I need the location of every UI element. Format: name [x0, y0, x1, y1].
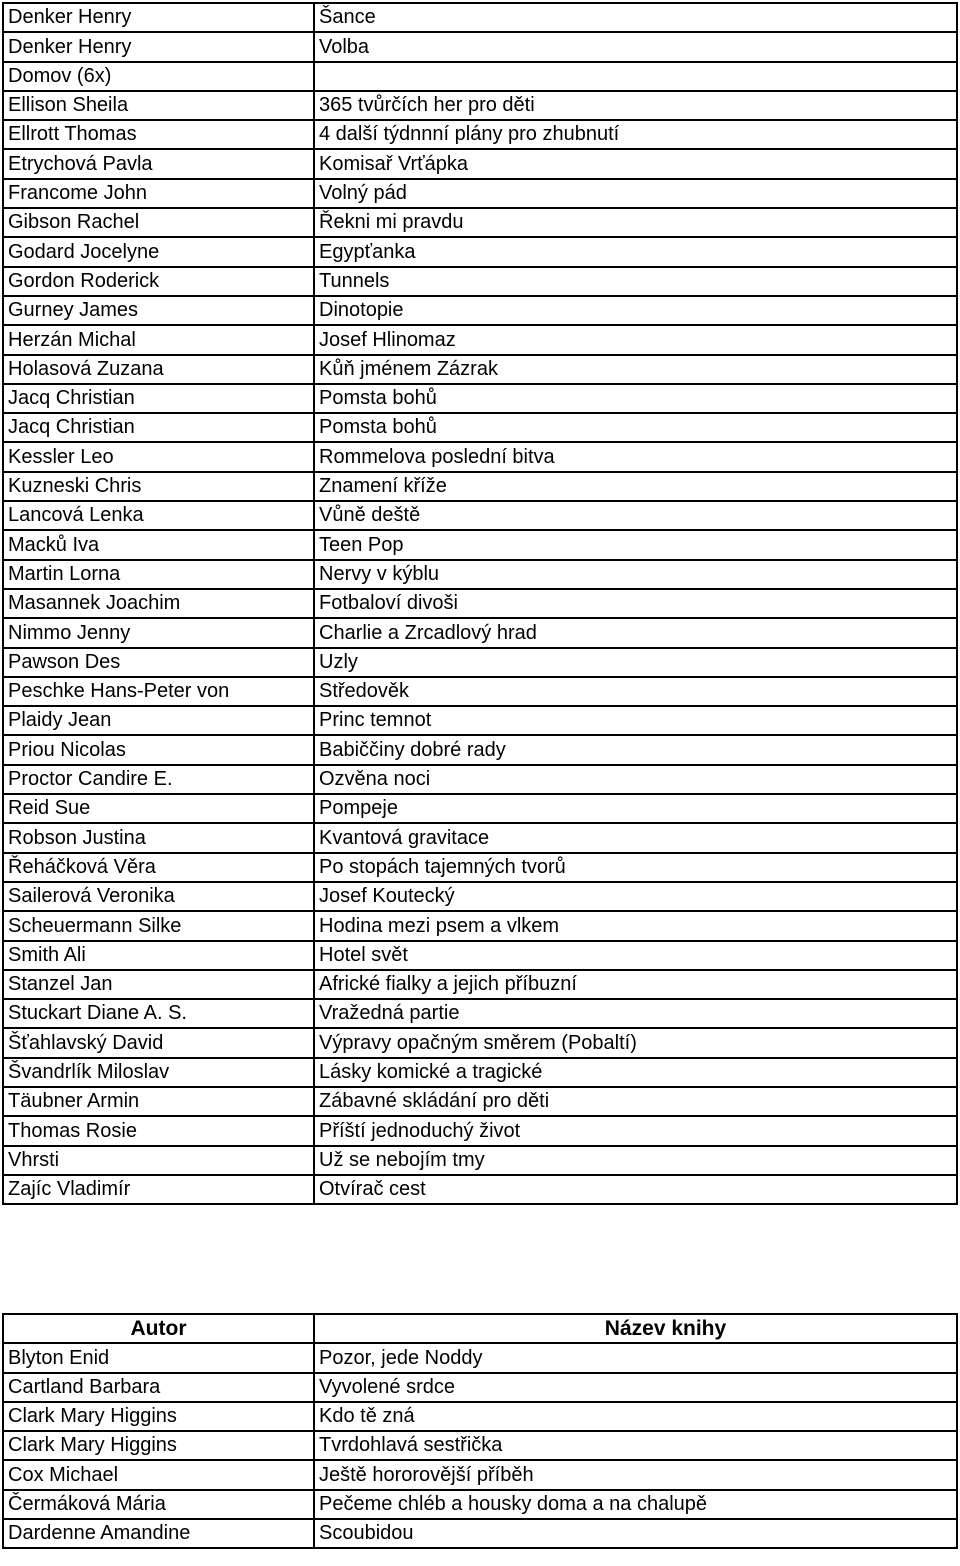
author-cell: Šťahlavský David: [3, 1028, 314, 1057]
title-cell: Charlie a Zrcadlový hrad: [314, 618, 957, 647]
title-cell: Pečeme chléb a housky doma a na chalupě: [314, 1490, 957, 1519]
book-table-1: [2, 2, 958, 1205]
table-row: [3, 296, 957, 325]
table-row: [3, 882, 957, 911]
title-cell: Pozor, jede Noddy: [314, 1343, 957, 1372]
table-row: [3, 120, 957, 149]
author-cell: Stuckart Diane A. S.: [3, 999, 314, 1028]
table-row: [3, 970, 957, 999]
author-cell: Cartland Barbara: [3, 1373, 314, 1402]
author-cell: Herzán Michal: [3, 325, 314, 354]
author-cell: Denker Henry: [3, 3, 314, 32]
table-row: [3, 706, 957, 735]
table-row: [3, 1343, 957, 1372]
title-cell: Vyvolené srdce: [314, 1373, 957, 1402]
table-row: [3, 1373, 957, 1402]
author-cell: Lancová Lenka: [3, 501, 314, 530]
title-cell: 4 další týdnnní plány pro zhubnutí: [314, 120, 957, 149]
title-cell: Teen Pop: [314, 530, 957, 559]
table-row: [3, 677, 957, 706]
author-cell: Stanzel Jan: [3, 970, 314, 999]
author-cell: Čermáková Mária: [3, 1490, 314, 1519]
author-cell: Clark Mary Higgins: [3, 1402, 314, 1431]
table-row: [3, 618, 957, 647]
author-column-header: Autor: [3, 1314, 314, 1343]
author-cell: Priou Nicolas: [3, 735, 314, 764]
author-cell: Kuzneski Chris: [3, 472, 314, 501]
author-cell: Peschke Hans-Peter von: [3, 677, 314, 706]
title-cell: Tunnels: [314, 267, 957, 296]
table-row: [3, 149, 957, 178]
title-cell: Komisař Vrťápka: [314, 149, 957, 178]
table-row: [3, 911, 957, 940]
title-cell: Volba: [314, 32, 957, 61]
title-cell: 365 tvůrčích her pro děti: [314, 91, 957, 120]
title-cell: Africké fialky a jejich příbuzní: [314, 970, 957, 999]
title-cell: Babiččiny dobré rady: [314, 735, 957, 764]
author-cell: Cox Michael: [3, 1460, 314, 1489]
author-cell: Jacq Christian: [3, 384, 314, 413]
table-row: [3, 1519, 957, 1548]
author-cell: Sailerová Veronika: [3, 882, 314, 911]
table-row: [3, 999, 957, 1028]
title-cell: Scoubidou: [314, 1519, 957, 1548]
title-cell: Pomsta bohů: [314, 413, 957, 442]
title-cell: Už se nebojím tmy: [314, 1146, 957, 1175]
author-cell: Martin Lorna: [3, 560, 314, 589]
table-header-row: [3, 1314, 957, 1343]
title-cell: Pompeje: [314, 794, 957, 823]
table-row: [3, 823, 957, 852]
table-row: [3, 384, 957, 413]
title-cell: Egypťanka: [314, 237, 957, 266]
table-row: [3, 442, 957, 471]
author-cell: Pawson Des: [3, 648, 314, 677]
author-cell: Blyton Enid: [3, 1343, 314, 1372]
table-row: [3, 355, 957, 384]
title-cell: Dinotopie: [314, 296, 957, 325]
title-cell: Zábavné skládání pro děti: [314, 1087, 957, 1116]
table-row: [3, 560, 957, 589]
title-cell: [314, 62, 957, 91]
title-cell: Nervy v kýblu: [314, 560, 957, 589]
table-row: [3, 1087, 957, 1116]
author-cell: Kessler Leo: [3, 442, 314, 471]
author-cell: Gibson Rachel: [3, 208, 314, 237]
book-table-2: [2, 1313, 958, 1549]
table-row: [3, 237, 957, 266]
author-cell: Francome John: [3, 179, 314, 208]
title-cell: Rommelova poslední bitva: [314, 442, 957, 471]
table-row: [3, 765, 957, 794]
title-cell: Příští jednoduchý život: [314, 1116, 957, 1145]
author-cell: Täubner Armin: [3, 1087, 314, 1116]
title-cell: Josef Koutecký: [314, 882, 957, 911]
title-cell: Středověk: [314, 677, 957, 706]
table-row: [3, 91, 957, 120]
title-cell: Kdo tě zná: [314, 1402, 957, 1431]
title-cell: Pomsta bohů: [314, 384, 957, 413]
author-cell: Proctor Candire E.: [3, 765, 314, 794]
table-row: [3, 853, 957, 882]
table-row: [3, 1402, 957, 1431]
title-cell: Řekni mi pravdu: [314, 208, 957, 237]
table-row: [3, 648, 957, 677]
author-cell: Holasová Zuzana: [3, 355, 314, 384]
table-row: [3, 1058, 957, 1087]
title-cell: Volný pád: [314, 179, 957, 208]
table-row: [3, 1146, 957, 1175]
title-cell: Výpravy opačným směrem (Pobaltí): [314, 1028, 957, 1057]
table-row: [3, 1175, 957, 1204]
title-cell: Ještě hororovější příběh: [314, 1460, 957, 1489]
author-cell: Nimmo Jenny: [3, 618, 314, 647]
table-row: [3, 589, 957, 618]
author-cell: Řeháčková Věra: [3, 853, 314, 882]
table-row: [3, 325, 957, 354]
title-cell: Vůně deště: [314, 501, 957, 530]
table-row: [3, 472, 957, 501]
author-cell: Gordon Roderick: [3, 267, 314, 296]
table-row: [3, 208, 957, 237]
table-row: [3, 3, 957, 32]
author-cell: Gurney James: [3, 296, 314, 325]
table-row: [3, 62, 957, 91]
title-cell: Lásky komické a tragické: [314, 1058, 957, 1087]
title-cell: Znamení kříže: [314, 472, 957, 501]
title-cell: Kvantová gravitace: [314, 823, 957, 852]
table-row: [3, 1431, 957, 1460]
author-cell: Domov (6x): [3, 62, 314, 91]
title-column-header: Název knihy: [314, 1314, 957, 1343]
table-row: [3, 530, 957, 559]
table-row: [3, 179, 957, 208]
author-cell: Smith Ali: [3, 941, 314, 970]
author-cell: Dardenne Amandine: [3, 1519, 314, 1548]
title-cell: Hodina mezi psem a vlkem: [314, 911, 957, 940]
author-cell: Vhrsti: [3, 1146, 314, 1175]
title-cell: Otvírač cest: [314, 1175, 957, 1204]
title-cell: Vražedná partie: [314, 999, 957, 1028]
author-cell: Robson Justina: [3, 823, 314, 852]
table-row: [3, 735, 957, 764]
author-cell: Plaidy Jean: [3, 706, 314, 735]
title-cell: Tvrdohlavá sestřička: [314, 1431, 957, 1460]
author-cell: Masannek Joachim: [3, 589, 314, 618]
author-cell: Denker Henry: [3, 32, 314, 61]
title-cell: Po stopách tajemných tvorů: [314, 853, 957, 882]
author-cell: Ellison Sheila: [3, 91, 314, 120]
table-row: [3, 267, 957, 296]
table-row: [3, 1116, 957, 1145]
title-cell: Josef Hlinomaz: [314, 325, 957, 354]
author-cell: Godard Jocelyne: [3, 237, 314, 266]
author-cell: Jacq Christian: [3, 413, 314, 442]
title-cell: Hotel svět: [314, 941, 957, 970]
author-cell: Ellrott Thomas: [3, 120, 314, 149]
title-cell: Princ temnot: [314, 706, 957, 735]
author-cell: Zajíc Vladimír: [3, 1175, 314, 1204]
title-cell: Šance: [314, 3, 957, 32]
author-cell: Thomas Rosie: [3, 1116, 314, 1145]
author-cell: Švandrlík Miloslav: [3, 1058, 314, 1087]
author-cell: Reid Sue: [3, 794, 314, 823]
title-cell: Kůň jménem Zázrak: [314, 355, 957, 384]
table-row: [3, 501, 957, 530]
title-cell: Fotbaloví divoši: [314, 589, 957, 618]
table-row: [3, 1490, 957, 1519]
table-row: [3, 32, 957, 61]
table-row: [3, 794, 957, 823]
table-row: [3, 413, 957, 442]
table-row: [3, 1028, 957, 1057]
table-row: [3, 1460, 957, 1489]
author-cell: Scheuermann Silke: [3, 911, 314, 940]
author-cell: Etrychová Pavla: [3, 149, 314, 178]
author-cell: Macků Iva: [3, 530, 314, 559]
title-cell: Ozvěna noci: [314, 765, 957, 794]
author-cell: Clark Mary Higgins: [3, 1431, 314, 1460]
title-cell: Uzly: [314, 648, 957, 677]
table-row: [3, 941, 957, 970]
